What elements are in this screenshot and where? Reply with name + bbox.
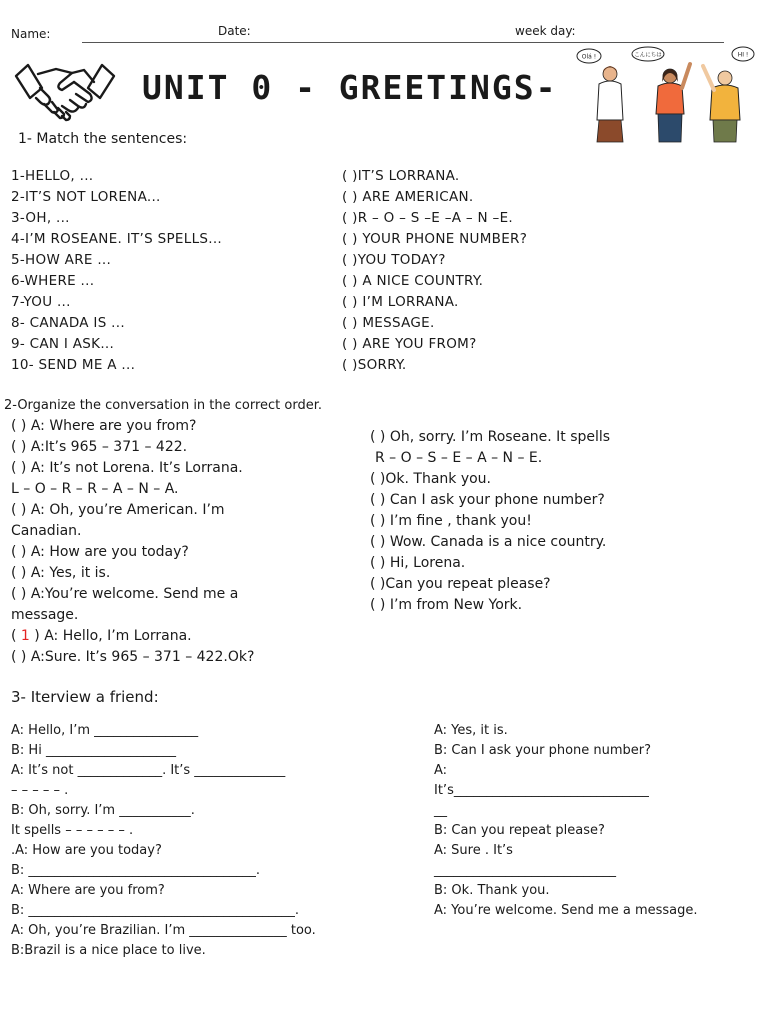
list-item: 7-YOU ... — [11, 294, 71, 310]
list-item: ( )YOU TODAY? — [342, 252, 446, 268]
list-item: ( ) I’M LORRANA. — [342, 294, 459, 310]
list-item: ( ) A: It’s not Lorena. It’s Lorrana. — [11, 460, 243, 476]
list-item: ( )IT’S LORRANA. — [342, 168, 460, 184]
list-item: ( ) ARE AMERICAN. — [342, 189, 474, 205]
name-label: Name: — [11, 27, 51, 41]
list-item: ( ) A: How are you today? — [11, 544, 189, 560]
list-item: ( )Ok. Thank you. — [370, 471, 492, 487]
list-item: 8- CANADA IS ... — [11, 315, 125, 331]
list-item: Canadian. — [11, 523, 82, 539]
list-item: ( ) Wow. Canada is a nice country. — [370, 534, 607, 550]
list-item: ( ) Oh, sorry. I’m Roseane. It spells — [370, 429, 611, 445]
list-item: ( ) Can I ask your phone number? — [370, 492, 605, 508]
list-item: A: Sure . It’s — [434, 843, 513, 858]
section3-title: 3- Iterview a friend: — [11, 688, 159, 706]
list-item: 9- CAN I ASK... — [11, 336, 115, 352]
list-item: B: ___________________________________. — [11, 863, 261, 878]
list-item: ( ) A:It’s 965 – 371 – 422. — [11, 439, 188, 455]
weekday-label: week day: — [515, 24, 576, 38]
list-item: ( ) A: Oh, you’re American. I’m — [11, 502, 225, 518]
list-item: B: Hi ____________________ — [11, 743, 176, 758]
interview-right-list — [434, 721, 698, 921]
list-item: ( )R – O – S –E –A – N –E. — [342, 210, 514, 226]
list-item: ( )SORRY. — [342, 357, 407, 373]
conversation-right-list — [370, 427, 610, 616]
list-item: B: Can I ask your phone number? — [434, 743, 652, 758]
bubble-hi: HI ! — [737, 51, 749, 59]
list-item: ____________________________ — [434, 863, 616, 878]
list-item: ( ) A:Sure. It’s 965 – 371 – 422.Ok? — [11, 649, 255, 665]
bubble-konnichiwa: こんにちは — [634, 52, 662, 59]
date-label: Date: — [218, 24, 251, 38]
list-item: A: Oh, you’re Brazilian. I’m _______________ too. — [11, 923, 316, 938]
section2-title: 2-Organize the conversation in the correct order. — [4, 398, 323, 413]
list-item: 4-I’M ROSEANE. IT’S SPELLS... — [11, 231, 223, 247]
list-item: 6-WHERE ... — [11, 273, 95, 289]
list-item: It spells – – – – – – . — [11, 823, 134, 838]
answer-number: 1 — [20, 628, 30, 644]
list-item: L – O – R – R – A – N – A. — [11, 481, 179, 497]
list-item: A: Yes, it is. — [434, 723, 508, 738]
list-item: A: It’s not _____________. It’s ______________ — [11, 763, 286, 778]
list-item: ( ) MESSAGE. — [342, 315, 435, 331]
list-item: 1-HELLO, ... — [11, 168, 94, 184]
list-item: R – O – S – E – A – N – E. — [375, 450, 543, 466]
list-item: A: Where are you from? — [11, 883, 165, 898]
list-item: B: Oh, sorry. I’m ___________. — [11, 803, 195, 818]
list-item: 3-OH, ... — [11, 210, 70, 226]
list-item: ( ) A: Where are you from? — [11, 418, 197, 434]
list-item: ( ) Hi, Lorena. — [370, 555, 466, 571]
list-item: ( ) A: Yes, it is. — [11, 565, 111, 581]
list-item: ( 1 ) A: Hello, I’m Lorrana. — [11, 628, 192, 644]
list-item: A: Hello, I’m ________________ — [11, 723, 199, 738]
bubble-ola: Olá ! — [581, 53, 597, 61]
list-item: ( ) ARE YOU FROM? — [342, 336, 477, 352]
list-item: B: _________________________________________. — [11, 903, 300, 918]
match-left-list — [11, 166, 222, 376]
list-item: .A: How are you today? — [11, 843, 162, 858]
match-right-list — [342, 166, 527, 376]
list-item: A: You’re welcome. Send me a message. — [434, 903, 698, 918]
greeting-people-illustration — [575, 42, 760, 146]
list-item: ( )Can you repeat please? — [370, 576, 551, 592]
list-item: 5-HOW ARE ... — [11, 252, 112, 268]
list-item: – – – – – . — [11, 783, 69, 798]
list-item: B: Can you repeat please? — [434, 823, 605, 838]
list-item: ( ) I’m fine , thank you! — [370, 513, 532, 529]
list-item: message. — [11, 607, 79, 623]
interview-left-list — [11, 721, 316, 961]
handshake-icon — [14, 60, 116, 122]
list-item: __ — [434, 803, 447, 818]
page-title: UNIT 0 - GREETINGS- — [142, 68, 558, 107]
list-item: 10- SEND ME A ... — [11, 357, 136, 373]
list-item: ( ) I’m from New York. — [370, 597, 523, 613]
list-item: B:Brazil is a nice place to live. — [11, 943, 206, 958]
list-item: 2-IT’S NOT LORENA... — [11, 189, 161, 205]
list-item: ( ) A:You’re welcome. Send me a — [11, 586, 239, 602]
conversation-left-list — [11, 416, 254, 668]
list-item: ( ) YOUR PHONE NUMBER? — [342, 231, 528, 247]
list-item: ( ) A NICE COUNTRY. — [342, 273, 484, 289]
list-item: A: — [434, 763, 448, 778]
list-item: It’s______________________________ — [434, 783, 649, 798]
section1-title: 1- Match the sentences: — [18, 131, 188, 147]
list-item: B: Ok. Thank you. — [434, 883, 550, 898]
